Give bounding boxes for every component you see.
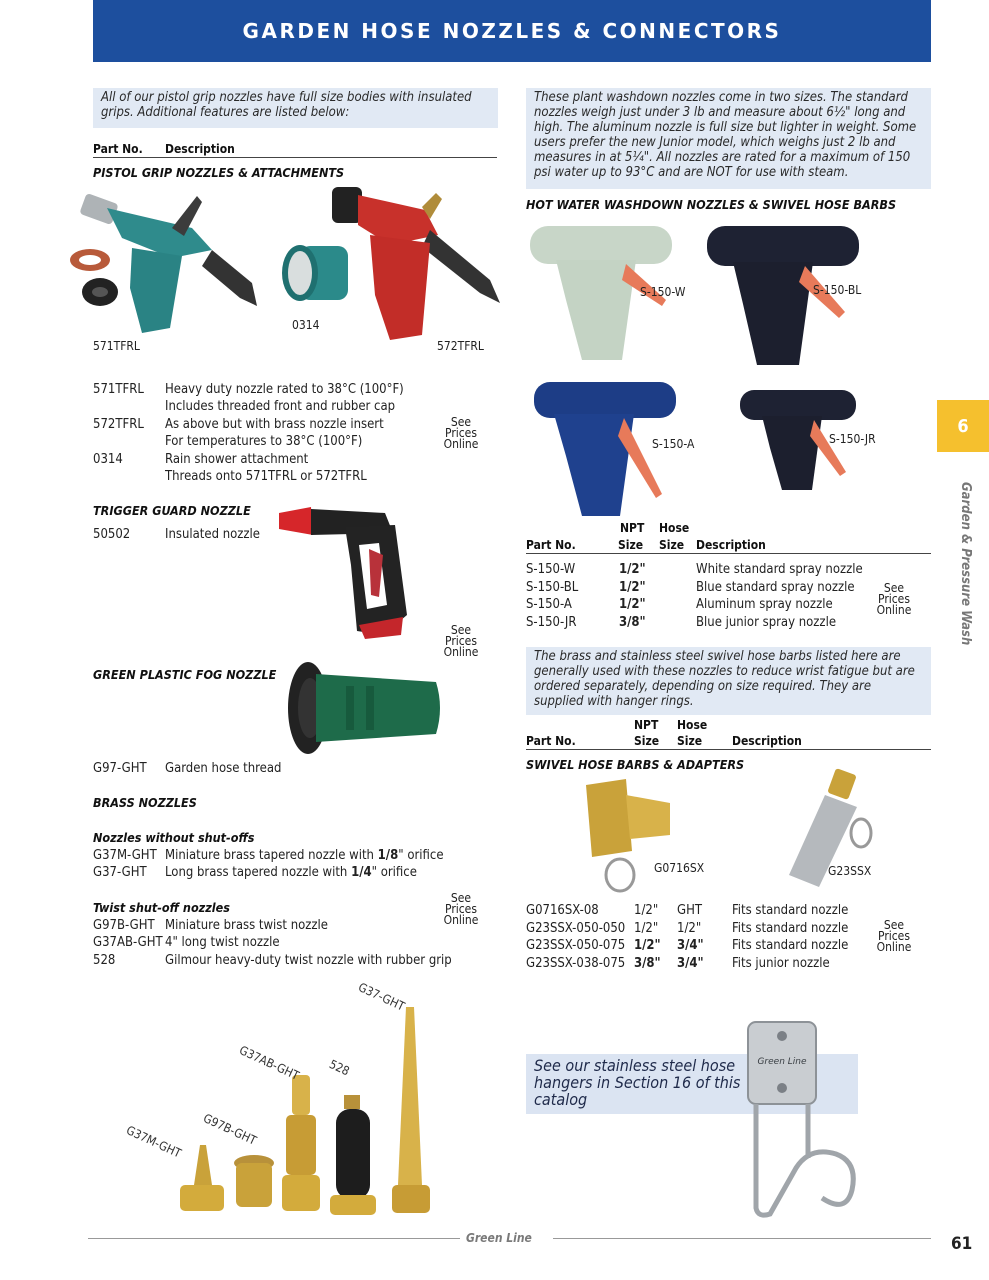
brass-nozzles-image	[170, 985, 450, 1230]
caption-s150bl: S-150-BL	[813, 283, 862, 297]
table-cell: G0716SX-08	[526, 903, 599, 918]
col-size-header: Size	[634, 734, 660, 748]
table-cell: 528	[93, 953, 116, 968]
header-rule	[526, 553, 931, 554]
trigger-part: 50502	[93, 527, 131, 542]
table-cell: White standard spray nozzle	[696, 562, 863, 577]
section-banner	[93, 0, 931, 62]
online-label: Online	[876, 603, 912, 617]
table-cell: 3/8"	[634, 956, 661, 971]
prices-label: Prices	[878, 592, 910, 606]
table-cell: 0314	[93, 452, 123, 467]
table-cell: Miniature brass twist nozzle	[165, 918, 328, 933]
prices-label: Prices	[445, 426, 477, 440]
see-label: See	[883, 581, 905, 595]
fog-desc: Garden hose thread	[165, 761, 282, 776]
table-cell: G23SSX-038-075	[526, 956, 626, 971]
table-cell: G23SSX-050-075	[526, 938, 626, 953]
table-cell: Fits standard nozzle	[732, 903, 849, 918]
prices-label: Prices	[445, 902, 477, 916]
footer-rule-right	[553, 1238, 931, 1239]
col-npt-header: NPT	[634, 718, 659, 732]
table-cell: Heavy duty nozzle rated to 38°C (100°F)	[165, 382, 404, 397]
table-cell: S-150-JR	[526, 615, 577, 630]
trigger-desc: Insulated nozzle	[165, 527, 260, 542]
table-cell: 1/2"	[619, 597, 646, 612]
caption-s150a: S-150-A	[652, 437, 695, 451]
caption-528: 528	[327, 1057, 352, 1079]
footer-brand: Green Line	[466, 1231, 532, 1245]
online-label: Online	[443, 913, 479, 927]
table-cell: G37M-GHT	[93, 848, 157, 863]
col-desc-header: Description	[732, 734, 802, 748]
table-cell: 3/4"	[677, 938, 704, 953]
caption-572tfrl: 572TFRL	[437, 339, 484, 353]
header-rule	[526, 749, 931, 750]
hanger-logo-text: Green Line	[757, 1057, 807, 1067]
table-cell: GHT	[677, 903, 703, 918]
caption-g0716sx: G0716SX	[654, 861, 705, 875]
prices-label: Prices	[878, 929, 910, 943]
col-size-header: Size	[659, 538, 685, 552]
table-cell: 3/8"	[619, 615, 646, 630]
page-number: 61	[951, 1234, 973, 1254]
table-cell: G37AB-GHT	[93, 935, 163, 950]
col-size-header: Size	[677, 734, 703, 748]
online-label: Online	[443, 645, 479, 659]
caption-g37ab-ght: G37AB-GHT	[237, 1043, 302, 1083]
section-brass-nozzles: BRASS NOZZLES	[93, 795, 197, 810]
caption-0314: 0314	[292, 318, 320, 332]
table-cell: S-150-BL	[526, 580, 579, 595]
table-cell: Gilmour heavy-duty twist nozzle with rubber grip	[165, 953, 452, 968]
see-prices-online-link[interactable]	[441, 893, 481, 926]
see-label: See	[450, 623, 472, 637]
table-cell: Fits standard nozzle	[732, 921, 849, 936]
table-cell: Long brass tapered nozzle with 1/4" orifice	[165, 865, 417, 880]
table-cell: 1/2"	[619, 580, 646, 595]
table-cell: As above but with brass nozzle insert	[165, 417, 384, 432]
col-hose-header: Hose	[659, 521, 690, 535]
section-trigger-guard: TRIGGER GUARD NOZZLE	[93, 503, 251, 518]
caption-g37-ght: G37-GHT	[356, 980, 407, 1014]
section-tab[interactable]	[937, 400, 989, 452]
table-cell: G23SSX-050-050	[526, 921, 626, 936]
table-cell: Rain shower attachment	[165, 452, 309, 467]
nozzle-571-image	[62, 188, 262, 338]
side-label-container	[945, 482, 975, 682]
table-cell: 1/2"	[634, 921, 659, 936]
see-prices-online-link[interactable]	[874, 583, 914, 616]
col-part-header: Part No.	[93, 142, 143, 156]
table-cell: 4" long twist nozzle	[165, 935, 280, 950]
right-intro: These plant washdown nozzles come in two sizes. The standard nozzles weigh just under 3 lb and measure about 6½" long and high. The aluminum nozzle is full size but lighter in weight. Some users prefer the new Junior model, which weighs just 2 lb and measures in at 5¼". All nozzles are rated for a maximum of 150 psi water up to 93°C and are NOT for use with steam.	[526, 88, 931, 189]
table-cell: Includes threaded front and rubber cap	[165, 399, 396, 414]
header-rule	[93, 157, 497, 158]
caption-s150jr: S-150-JR	[829, 432, 876, 446]
table-cell: Aluminum spray nozzle	[696, 597, 833, 612]
table-cell: G37-GHT	[93, 865, 147, 880]
banner-title: GARDEN HOSE NOZZLES & CONNECTORS	[242, 19, 782, 43]
caption-g37m-ght: G37M-GHT	[124, 1123, 184, 1161]
nozzle-g97-image	[286, 660, 446, 760]
col-desc-header: Description	[696, 538, 766, 552]
table-cell: 1/2"	[677, 921, 702, 936]
see-label: See	[450, 891, 472, 905]
hanger-note[interactable]: See our stainless steel hose hangers in Section 16 of this catalog	[534, 1056, 741, 1109]
online-label: Online	[876, 940, 912, 954]
table-cell: S-150-A	[526, 597, 572, 612]
see-label: See	[883, 918, 905, 932]
table-cell: 1/2"	[634, 903, 659, 918]
section-pistol-grip: PISTOL GRIP NOZZLES & ATTACHMENTS	[93, 165, 345, 180]
col-part-header: Part No.	[526, 734, 576, 748]
see-label: See	[450, 415, 472, 429]
barb-g0716sx-image	[578, 775, 688, 900]
subsection-no-shutoff: Nozzles without shut-offs	[93, 830, 255, 845]
col-part-header: Part No.	[526, 538, 576, 552]
fog-part: G97-GHT	[93, 761, 147, 776]
prices-label: Prices	[445, 634, 477, 648]
hose-hanger-image	[740, 1018, 870, 1228]
col-hose-header: Hose	[677, 718, 708, 732]
caption-s150w: S-150-W	[640, 285, 686, 299]
section-fog-nozzle: GREEN PLASTIC FOG NOZZLE	[93, 667, 277, 682]
caption-g23ssx: G23SSX	[828, 864, 872, 878]
right-intro-2: The brass and stainless steel swivel hose barbs listed here are generally used with these nozzles to reduce wrist fatigue but are ordered separately, depending on size required. They are supplied with hanger rings.	[526, 647, 931, 715]
table-cell: G97B-GHT	[93, 918, 155, 933]
nozzle-572-image	[330, 185, 510, 345]
table-cell: S-150-W	[526, 562, 576, 577]
footer-rule-left	[88, 1238, 460, 1239]
side-section-label: Garden & Pressure Wash	[958, 482, 973, 646]
caption-g97b-ght: G97B-GHT	[201, 1111, 259, 1148]
left-intro: All of our pistol grip nozzles have full size bodies with insulated grips. Additional features are listed below:	[93, 88, 498, 128]
table-cell: Fits junior nozzle	[732, 956, 830, 971]
section-swivel: SWIVEL HOSE BARBS & ADAPTERS	[526, 757, 745, 772]
tab-number: 6	[957, 415, 969, 437]
table-cell: Blue junior spray nozzle	[696, 615, 837, 630]
col-npt-header: NPT	[620, 521, 645, 535]
table-cell: For temperatures to 38°C (100°F)	[165, 434, 363, 449]
see-prices-online-link[interactable]	[441, 417, 481, 450]
online-label: Online	[443, 437, 479, 451]
see-prices-online-link[interactable]	[441, 625, 481, 658]
table-cell: 1/2"	[634, 938, 661, 953]
caption-571tfrl: 571TFRL	[93, 339, 140, 353]
table-cell: 1/2"	[619, 562, 646, 577]
col-size-header: Size	[618, 538, 644, 552]
table-cell: Fits standard nozzle	[732, 938, 849, 953]
table-cell: 571TFRL	[93, 382, 144, 397]
table-cell: Miniature brass tapered nozzle with 1/8" orifice	[165, 848, 444, 863]
table-cell: Threads onto 571TFRL or 572TFRL	[165, 469, 367, 484]
table-cell: Blue standard spray nozzle	[696, 580, 855, 595]
table-cell: 572TFRL	[93, 417, 144, 432]
see-prices-online-link[interactable]	[874, 920, 914, 953]
table-cell: 3/4"	[677, 956, 704, 971]
subsection-twist: Twist shut-off nozzles	[93, 900, 230, 915]
section-hot-water: HOT WATER WASHDOWN NOZZLES & SWIVEL HOSE BARBS	[526, 197, 897, 212]
col-desc-header: Description	[165, 142, 235, 156]
nozzle-50502-image	[275, 505, 415, 640]
